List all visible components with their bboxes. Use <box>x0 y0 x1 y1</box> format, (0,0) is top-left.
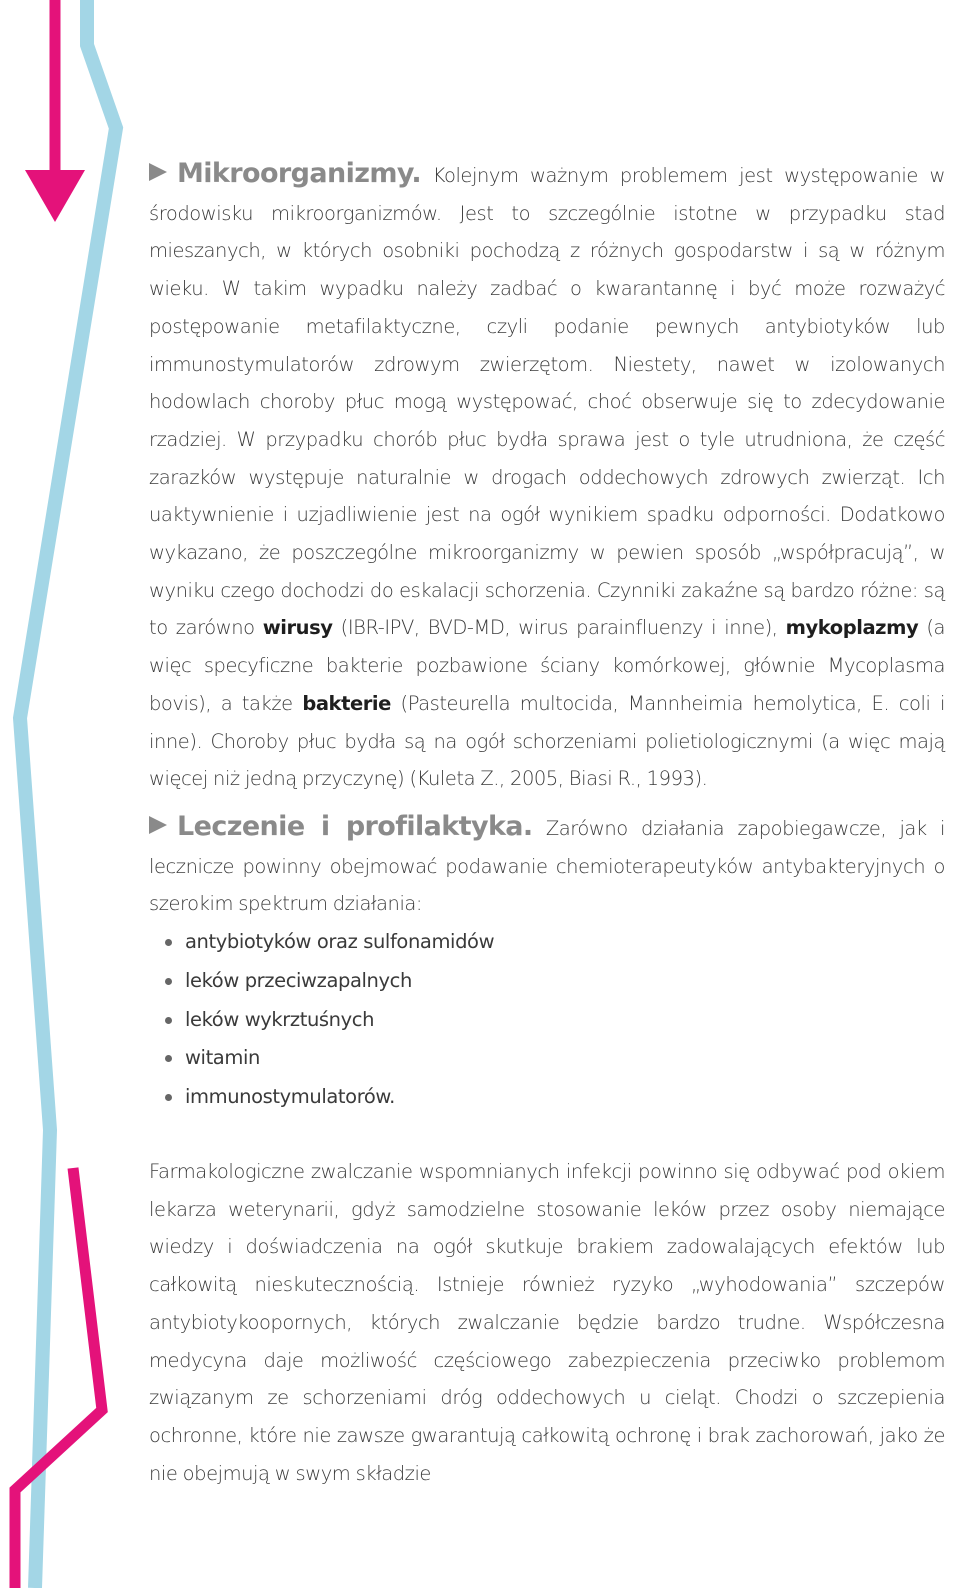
triangle-right-icon <box>149 816 167 834</box>
list-item <box>185 923 945 962</box>
bullet-dot-icon <box>165 1055 172 1062</box>
list-item <box>185 1039 945 1078</box>
heading-treatment: Leczenie i profilaktyka. <box>177 810 533 842</box>
bullet-dot-icon <box>165 939 172 946</box>
paragraph-pharmacological: Farmakologiczne zwalczanie wspomnianych infekcji powinno się odbywać pod okiem lekarza weterynarii, gdyż samodzielne stosowanie leków przez osoby niemające wiedzy i doświadczenia na ogół skutkuje brakiem zadowalających efektów lub całkowitą nieskutecznością. Istnieje również ryzyko „wyhodowania” szczepów antybiotykoopornych, których zwalczanie będzie bardzo trudne. Współczesna medycyna daje możliwość częściowego zabezpieczenia przeciwko problemom związanym ze schorzeniami dróg oddechowych u cieląt. Chodzi o szczepienia ochronne, które nie zawsze gwarantują całkowitą ochronę i brak zachorowań, jako że nie obejmują w swym składzie <box>149 1160 945 1485</box>
paragraph-text: (IBR-IPV, BVD-MD, wirus parainfluenzy i inne), <box>332 616 786 640</box>
bullet-dot-icon <box>165 978 172 985</box>
pink-zigzag-line <box>15 1168 102 1588</box>
list-item <box>185 1001 945 1040</box>
list-item-label: witamin <box>185 1046 260 1070</box>
arrow-down-icon <box>25 170 85 222</box>
bold-term-mycoplasmas: mykoplazmy <box>785 616 919 640</box>
bullet-dot-icon <box>165 1017 172 1024</box>
treatment-list <box>149 923 945 1117</box>
paragraph-text: (Pasteurella multocida, Mannheimia hemolytica, E. coli i inne). Choroby płuc bydła są na ogół schorzeniami polietiologicznymi (a więc mają więcej niż jedną przyczynę) (Kuleta Z., 2005, Biasi R., 1993). <box>149 691 946 791</box>
list-item-label: leków przeciwzapalnych <box>185 968 412 992</box>
bold-term-bacteria: bakterie <box>302 691 391 715</box>
heading-microorganisms: Mikroorganizmy. <box>177 158 422 189</box>
paragraph-text: Zarówno działania zapobiegawcze, jak i lecznicze powinny obejmować podawanie chemioterapeutyków antybakteryjnych o szerokim spektrum działania: <box>149 816 945 916</box>
paragraph-text: Kolejnym ważnym problemem jest występowanie w środowisku mikroorganizmów. Jest to szczególnie istotne w przypadku stad mieszanych, w których osobniki pochodzą z różnych gospodarstw i są w różnym wieku. W takim wypadku należy zadbać o kwarantannę i być może rozważyć postępowanie metafilaktyczne, czyli podanie pewnych antybiotyków lub immunostymulatorów zdrowym zwierzętom. Niestety, nawet w izolowanych hodowlach choroby płuc mogą występować, choć obserwuje się to zdecydowanie rzadziej. W przypadku chorób płuc bydła sprawa jest o tyle utrudniona, że część zarazków występuje naturalnie w drogach oddechowych zdrowych zwierząt. Ich uaktywnienie i uzjadliwienie jest na ogół wynikiem spadku odporności. Dodatkowo wykazano, że poszczególne mikroorganizmy w pewien sposób „współpracują”, w wyniku czego dochodzi do eskalacji schorzenia. Czynniki zakaźne są bardzo różne: są to zarówno <box>149 164 945 640</box>
list-item-label: antybiotyków oraz sulfonamidów <box>185 930 495 954</box>
list-item-label: leków wykrztuśnych <box>185 1007 375 1031</box>
blue-zigzag-line <box>20 0 116 1588</box>
section-microorganisms <box>149 155 945 798</box>
triangle-right-icon <box>149 163 167 181</box>
article-body <box>149 155 945 1492</box>
list-item-label: immunostymulatorów. <box>185 1085 395 1109</box>
paragraph-text: (a więc specyficzne bakterie pozbawione ściany komórkowej, głównie Mycoplasma bovis), a także <box>149 616 946 715</box>
bold-term-viruses: wirusy <box>262 616 333 640</box>
section-treatment <box>149 808 945 923</box>
list-item <box>185 962 945 1001</box>
list-item <box>185 1078 945 1117</box>
bullet-dot-icon <box>165 1094 172 1101</box>
